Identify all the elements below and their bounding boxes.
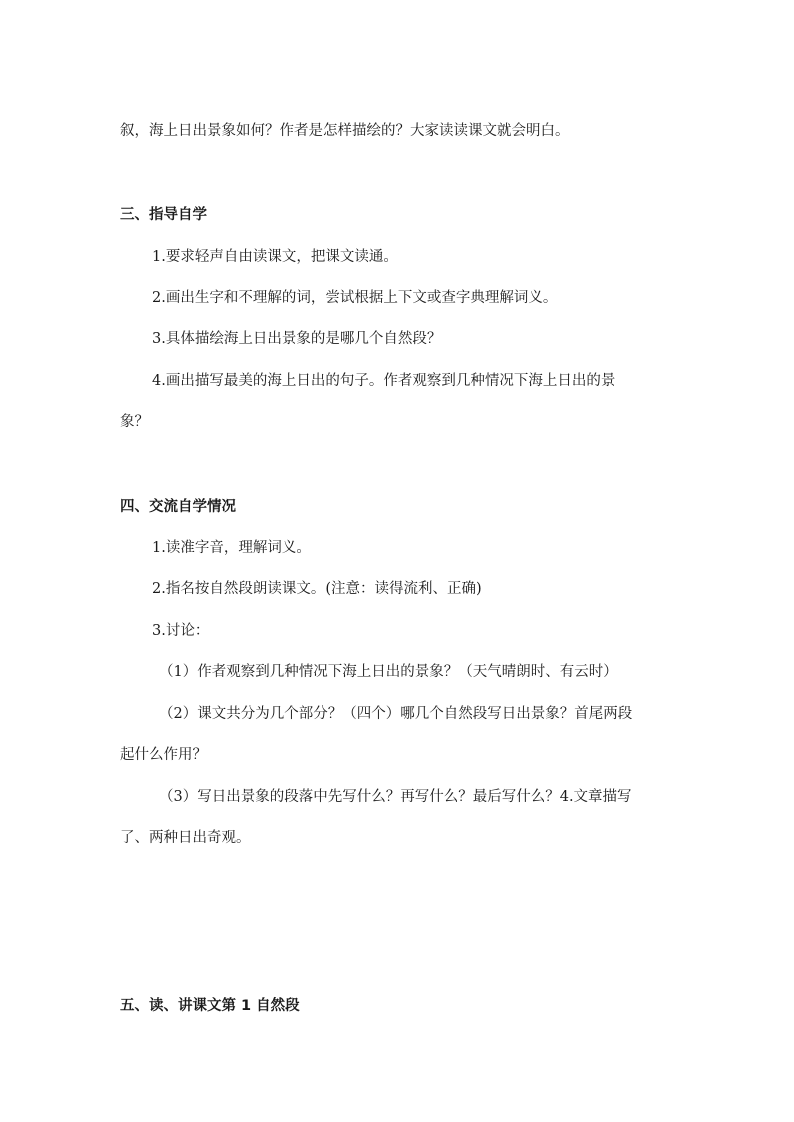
discussion-item-3-continued: 了、两种日出奇观。 [120,829,251,846]
section-heading-read-paragraph-1: 五、读、讲课文第 1 自然段 [120,997,300,1014]
guided-item-4: 4.画出描写最美的海上日出的句子。作者观察到几种情况下海上日出的景 [152,372,616,389]
discussion-item-1: （1）作者观察到几种情况下海上日出的景象？（天气晴朗时、有云时） [159,663,618,680]
guided-item-3: 3.具体描绘海上日出景象的是哪几个自然段？ [152,330,442,347]
section-heading-guided-self-study: 三、指导自学 [120,206,207,223]
exchange-item-2: 2.指名按自然段朗读课文。(注意：读得流利、正确) [152,580,482,597]
intro-paragraph: 叙，海上日出景象如何？作者是怎样描绘的？大家读读课文就会明白。 [120,122,570,139]
guided-item-1: 1.要求轻声自由读课文，把课文读通。 [152,248,398,265]
guided-item-2: 2.画出生字和不理解的词，尝试根据上下文或查字典理解词义。 [152,289,558,306]
discussion-item-3: （3）写日出景象的段落中先写什么？再写什么？最后写什么？4.文章描写 [159,788,632,805]
section-heading-exchange: 四、交流自学情况 [120,498,236,515]
discussion-item-2-continued: 起什么作用？ [120,746,207,763]
guided-item-4-continued: 象？ [120,413,149,430]
exchange-item-3: 3.讨论： [152,622,210,639]
exchange-item-1: 1.读准字音，理解词义。 [152,539,311,556]
discussion-item-2: （2）课文共分为几个部分？（四个）哪几个自然段写日出景象？首尾两段 [159,705,633,722]
